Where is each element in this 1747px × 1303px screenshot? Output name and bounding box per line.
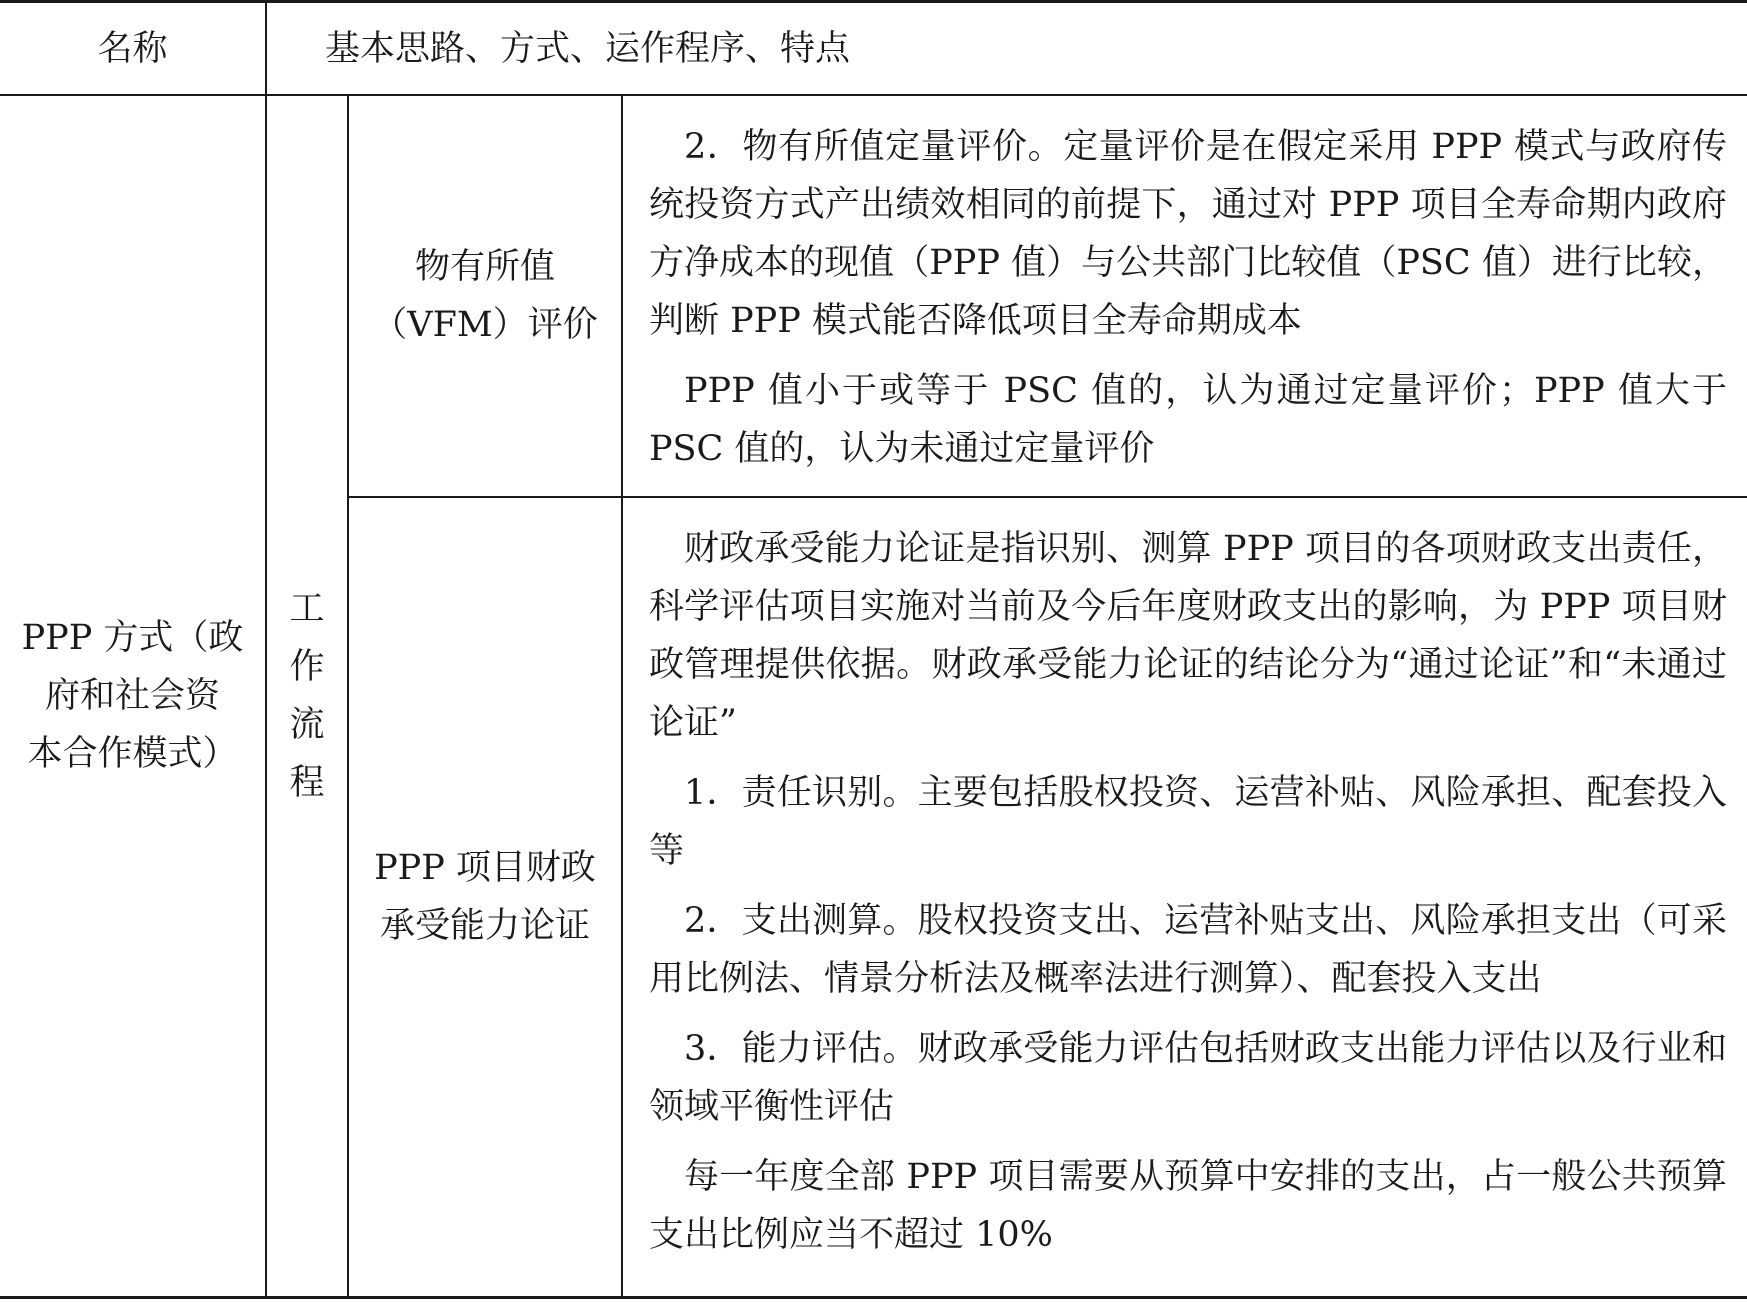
- stage-char: 工: [289, 589, 325, 629]
- fiscal-paragraph: 每一年度全部 PPP 项目需要从预算中安排的支出，占一般公共预算支出比例应当不超过 10%: [649, 1157, 1727, 1255]
- row-name-cell: [0, 96, 265, 1296]
- fiscal-title-line: 承受能力论证: [379, 906, 590, 946]
- vfm-paragraph: PPP 值小于或等于 PSC 值的，认为通过定量评价；PPP 值大于 PSC 值的，认为未通过定量评价: [649, 371, 1727, 469]
- header-content-cell: [267, 3, 1747, 94]
- fiscal-title-line: PPP 项目财政: [374, 848, 596, 888]
- stage-label: [287, 580, 327, 812]
- vfm-title: [372, 238, 597, 354]
- fiscal-paragraph: 3．能力评估。财政承受能力评估包括财政支出能力评估以及行业和领域平衡性评估: [649, 1029, 1727, 1127]
- stage-char: 程: [289, 763, 325, 803]
- vfm-paragraph: 2．物有所值定量评价。定量评价是在假定采用 PPP 模式与政府传统投资方式产出绩效相同的前提下，通过对 PPP 项目全寿命期内政府方净成本的现值（PPP 值）与公共部门比较值（PSC 值）进行比较，判断 PPP 模式能否降低项目全寿命期成本: [649, 127, 1727, 341]
- fiscal-paragraph: 财政承受能力论证是指识别、测算 PPP 项目的各项财政支出责任，科学评估项目实施对当前及今后年度财政支出的影响，为 PPP 项目财政管理提供依据。财政承受能力论证的结论分为“通过论证”和“未通过论证”: [649, 529, 1727, 743]
- fiscal-title: [374, 839, 596, 955]
- header-name-cell: [0, 3, 265, 94]
- header-name-label: 名称: [97, 28, 168, 69]
- vfm-content-cell: [623, 96, 1747, 496]
- row-name-line: 本合作模式）: [27, 734, 238, 774]
- row-name-line: PPP 方式（政: [21, 618, 244, 658]
- stage-cell: [267, 96, 347, 1296]
- fiscal-paragraph: 1．责任识别。主要包括股权投资、运营补贴、风险承担、配套投入等: [649, 773, 1727, 871]
- fiscal-paragraph: 2．支出测算。股权投资支出、运营补贴支出、风险承担支出（可采用比例法、情景分析法及概率法进行测算）、配套投入支出: [649, 901, 1727, 999]
- bottom-rule: [0, 1296, 1747, 1299]
- header-content-label: 基本思路、方式、运作程序、特点: [325, 28, 851, 69]
- stage-char: 流: [289, 705, 325, 745]
- row-name: [18, 609, 248, 783]
- vfm-title-cell: [349, 96, 621, 496]
- fiscal-title-cell: [349, 498, 621, 1296]
- vfm-title-line: （VFM）评价: [372, 305, 598, 345]
- vfm-title-line: 物有所值: [414, 247, 555, 287]
- stage-char: 作: [289, 647, 325, 687]
- fiscal-content-cell: [623, 498, 1747, 1296]
- row-name-line: 府和社会资: [44, 676, 220, 716]
